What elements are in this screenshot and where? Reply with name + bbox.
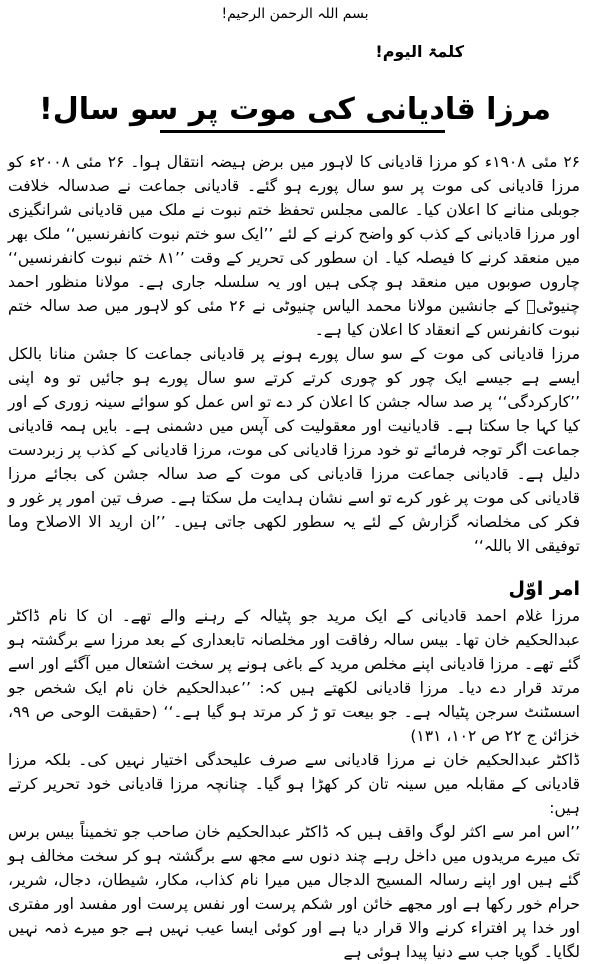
- first-paragraph-2: ڈاکٹر عبدالحکیم خان نے مرزا قادیانی سے صرف علیحدگی اختیار نہیں کی۔ بلکہ مرزا قادیانی کے مقابلہ میں سینہ تان کر کھڑا ہو گیا۔ چنانچہ مرزا قادیانی خود تحریر کرتے ہیں:: [8, 751, 580, 817]
- column-label: کلمۃ الیوم!: [375, 42, 464, 61]
- intro-paragraph-2: مرزا قادیانی کی موت کے سو سال پورے ہونے پر قادیانی جماعت کا جشن منانا بالکل ایسے ہے جیسے ایک چور کو چوری کرتے کرتے سو سال پورے ہو جائیں تو وہ اپنی ’’کارکردگی‘‘ پر صد سالہ جشن کا اعلان کر دے تو اس عمل کو سوائے سینہ زوری کے اور کیا کہا جا سکتا ہے۔ قادیانیت اور معقولیت کی آپس میں دشمنی ہے۔ بایں ہمہ قادیانی جماعت اگر توجہ فرمائے تو خود مرزا قادیانی کی موت، مرزا قادیانی کے کذب پر زبردست دلیل ہے۔ قادیانی جماعت مرزا قادیانی کی موت کے صد سالہ جشن کی بجائے مرزا قادیانی کی موت پر غور کرے تو اسے نشان ہدایت مل سکتا ہے۔ صرف تین امور پر غور و فکر کی مخلصانہ گزارش کے لئے یہ سطور لکھی جاتی ہیں۔ ’’ان ارید الا الاصلاح وما توفیقی الا باللہ‘‘: [8, 345, 580, 555]
- title-underline: [160, 130, 445, 133]
- bismillah-line: بسم اللہ الرحمن الرحیم!: [221, 6, 369, 22]
- first-paragraph-1: مرزا غلام احمد قادیانی کے ایک مرید جو پٹیالہ کے رہنے والے تھے۔ ان کا نام ڈاکٹر عبدالحکیم خان تھا۔ بیس سالہ رفاقت اور مخلصانہ تابعداری کے بعد مرزا سے برگشتہ ہو گئے تھے۔ مرزا قادیانی اپنے مخلص مرید کے باغی ہونے پر سخت اشتعال میں آگئے اور اسے مرتد قرار دے دیا۔ مرزا قادیانی لکھتے ہیں کہ: ’’عبدالحکیم خان نام ایک شخص جو اسسٹنٹ سرجن پٹیالہ ہے۔ جو بیعت تو ڑ کر مرتد ہو گیا ہے۔‘‘ (حقیقت الوحی ص ۹۹، خزائن ج ۲۲ ص ۱۰۲، ۱۳۱): [8, 607, 580, 745]
- section-heading: امر اوّل: [508, 578, 580, 600]
- intro-section: [8, 150, 580, 558]
- first-section: [8, 604, 580, 964]
- first-quote: ’’اس امر سے اکثر لوگ واقف ہیں کہ ڈاکٹر عبدالحکیم خان صاحب جو تخمیناً بیس برس تک میرے مریدوں میں داخل رہے چند دنوں سے مجھ سے برگشتہ ہو کر سخت مخالف ہو گئے ہیں اور اپنے رسالہ المسیح الدجال میں میرا نام کذاب، مکار، شیطان، دجال، شریر، حرام خور رکھا ہے اور مجھے خائن اور شکم پرست اور نفس پرست اور مفسد اور مفتری اور خدا پر افتراء کرنے والا قرار دیا ہے اور کوئی ایسا عیب نہیں ہے جو میرے ذمہ نہیں لگایا۔ گویا جب سے دنیا پیدا ہوئی ہے: [8, 823, 580, 961]
- intro-paragraph-1: ۲۶ مئی ۱۹۰۸ء کو مرزا قادیانی کا لاہور میں برض ہیضہ انتقال ہوا۔ ۲۶ مئی ۲۰۰۸ء کو مرزا قادیانی کی موت پر سو سال پورے ہو گئے۔ قادیانی جماعت نے صدسالہ خلافت جوبلی منانے کا اعلان کیا۔ عالمی مجلس تحفظ ختم نبوت نے ملک میں قادیانی شرانگیزی اور مرزا قادیانی کے کذب کو واضح کرنے کے لئے ’’ایک سو ختم نبوت کانفرنسیں‘‘ ملک بھر میں منعقد کرنے کا فیصلہ کیا۔ ان سطور کی تحریر کے وقت ’’۸۱ ختم نبوت کانفرنسیں‘‘ چاروں صوبوں میں منعقد ہو چکی ہیں اور یہ سلسلہ جاری ہے۔ مولانا منظور احمد چنیوٹیؒ کے جانشین مولانا محمد الیاس چنیوٹی نے ۲۶ مئی کو لاہور میں صد سالہ ختم نبوت کانفرنس کے انعقاد کا اعلان کیا ہے۔: [8, 153, 580, 339]
- page-title: مرزا قادیانی کی موت پر سو سال!: [39, 92, 551, 127]
